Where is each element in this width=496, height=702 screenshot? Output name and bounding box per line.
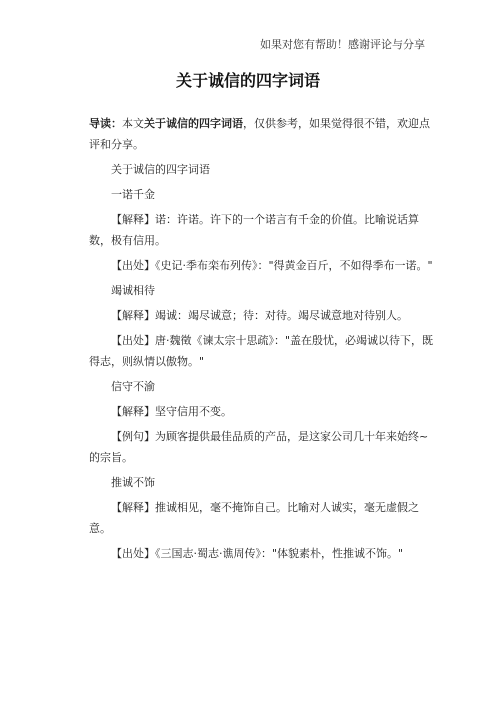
idiom-source: 【出处】《史记·季布栾布列传》："得黄金百斤，不如得季布一诺。": [111, 259, 433, 272]
idiom-term: 推诚不饰: [111, 476, 155, 489]
section-heading: 关于诚信的四字词语: [111, 163, 210, 176]
idiom-source: 【出处】《三国志·蜀志·谯周传》："体貌素朴，性推诚不饰。": [111, 547, 404, 560]
idiom-explanation: 【解释】诺：许诺。许下的一个诺言有千金的价值。比喻说话算数，极有信用。: [89, 213, 419, 247]
intro-paragraph: [89, 113, 438, 155]
header-note: 如果对您有帮助！感谢评论与分享: [260, 38, 425, 51]
idiom-explanation: 【解释】坚守信用不变。: [111, 405, 232, 418]
idiom-example: 【例句】为顾客提供最佳品质的产品，是这家公司几十年来始终~的宗旨。: [89, 430, 429, 464]
intro-lead-label: 导读：: [89, 117, 122, 130]
idiom-term: 一诺千金: [111, 188, 155, 201]
document-body: [89, 113, 438, 568]
intro-text-1: 本文: [122, 117, 144, 130]
idiom-source: 【出处】唐·魏徵《谏太宗十思疏》："盖在殷忧，必竭诚以待下，既得志，则纵情以傲物。": [89, 334, 434, 368]
intro-bold-title: 关于诚信的四字词语: [144, 117, 243, 130]
idiom-term: 竭诚相待: [111, 284, 155, 297]
idiom-explanation: 【解释】竭诚：竭尽诚意；待：对待。竭尽诚意地对待别人。: [111, 309, 408, 322]
idiom-explanation: 【解释】推诚相见，毫不掩饰自己。比喻对人诚实，毫无虚假之意。: [89, 501, 419, 535]
idiom-term: 信守不渝: [111, 380, 155, 393]
page-title: 关于诚信的四字词语: [175, 71, 320, 90]
intro-text-2: ，仅供参考，如果觉得很不错，欢迎点评和分享。: [89, 117, 430, 151]
